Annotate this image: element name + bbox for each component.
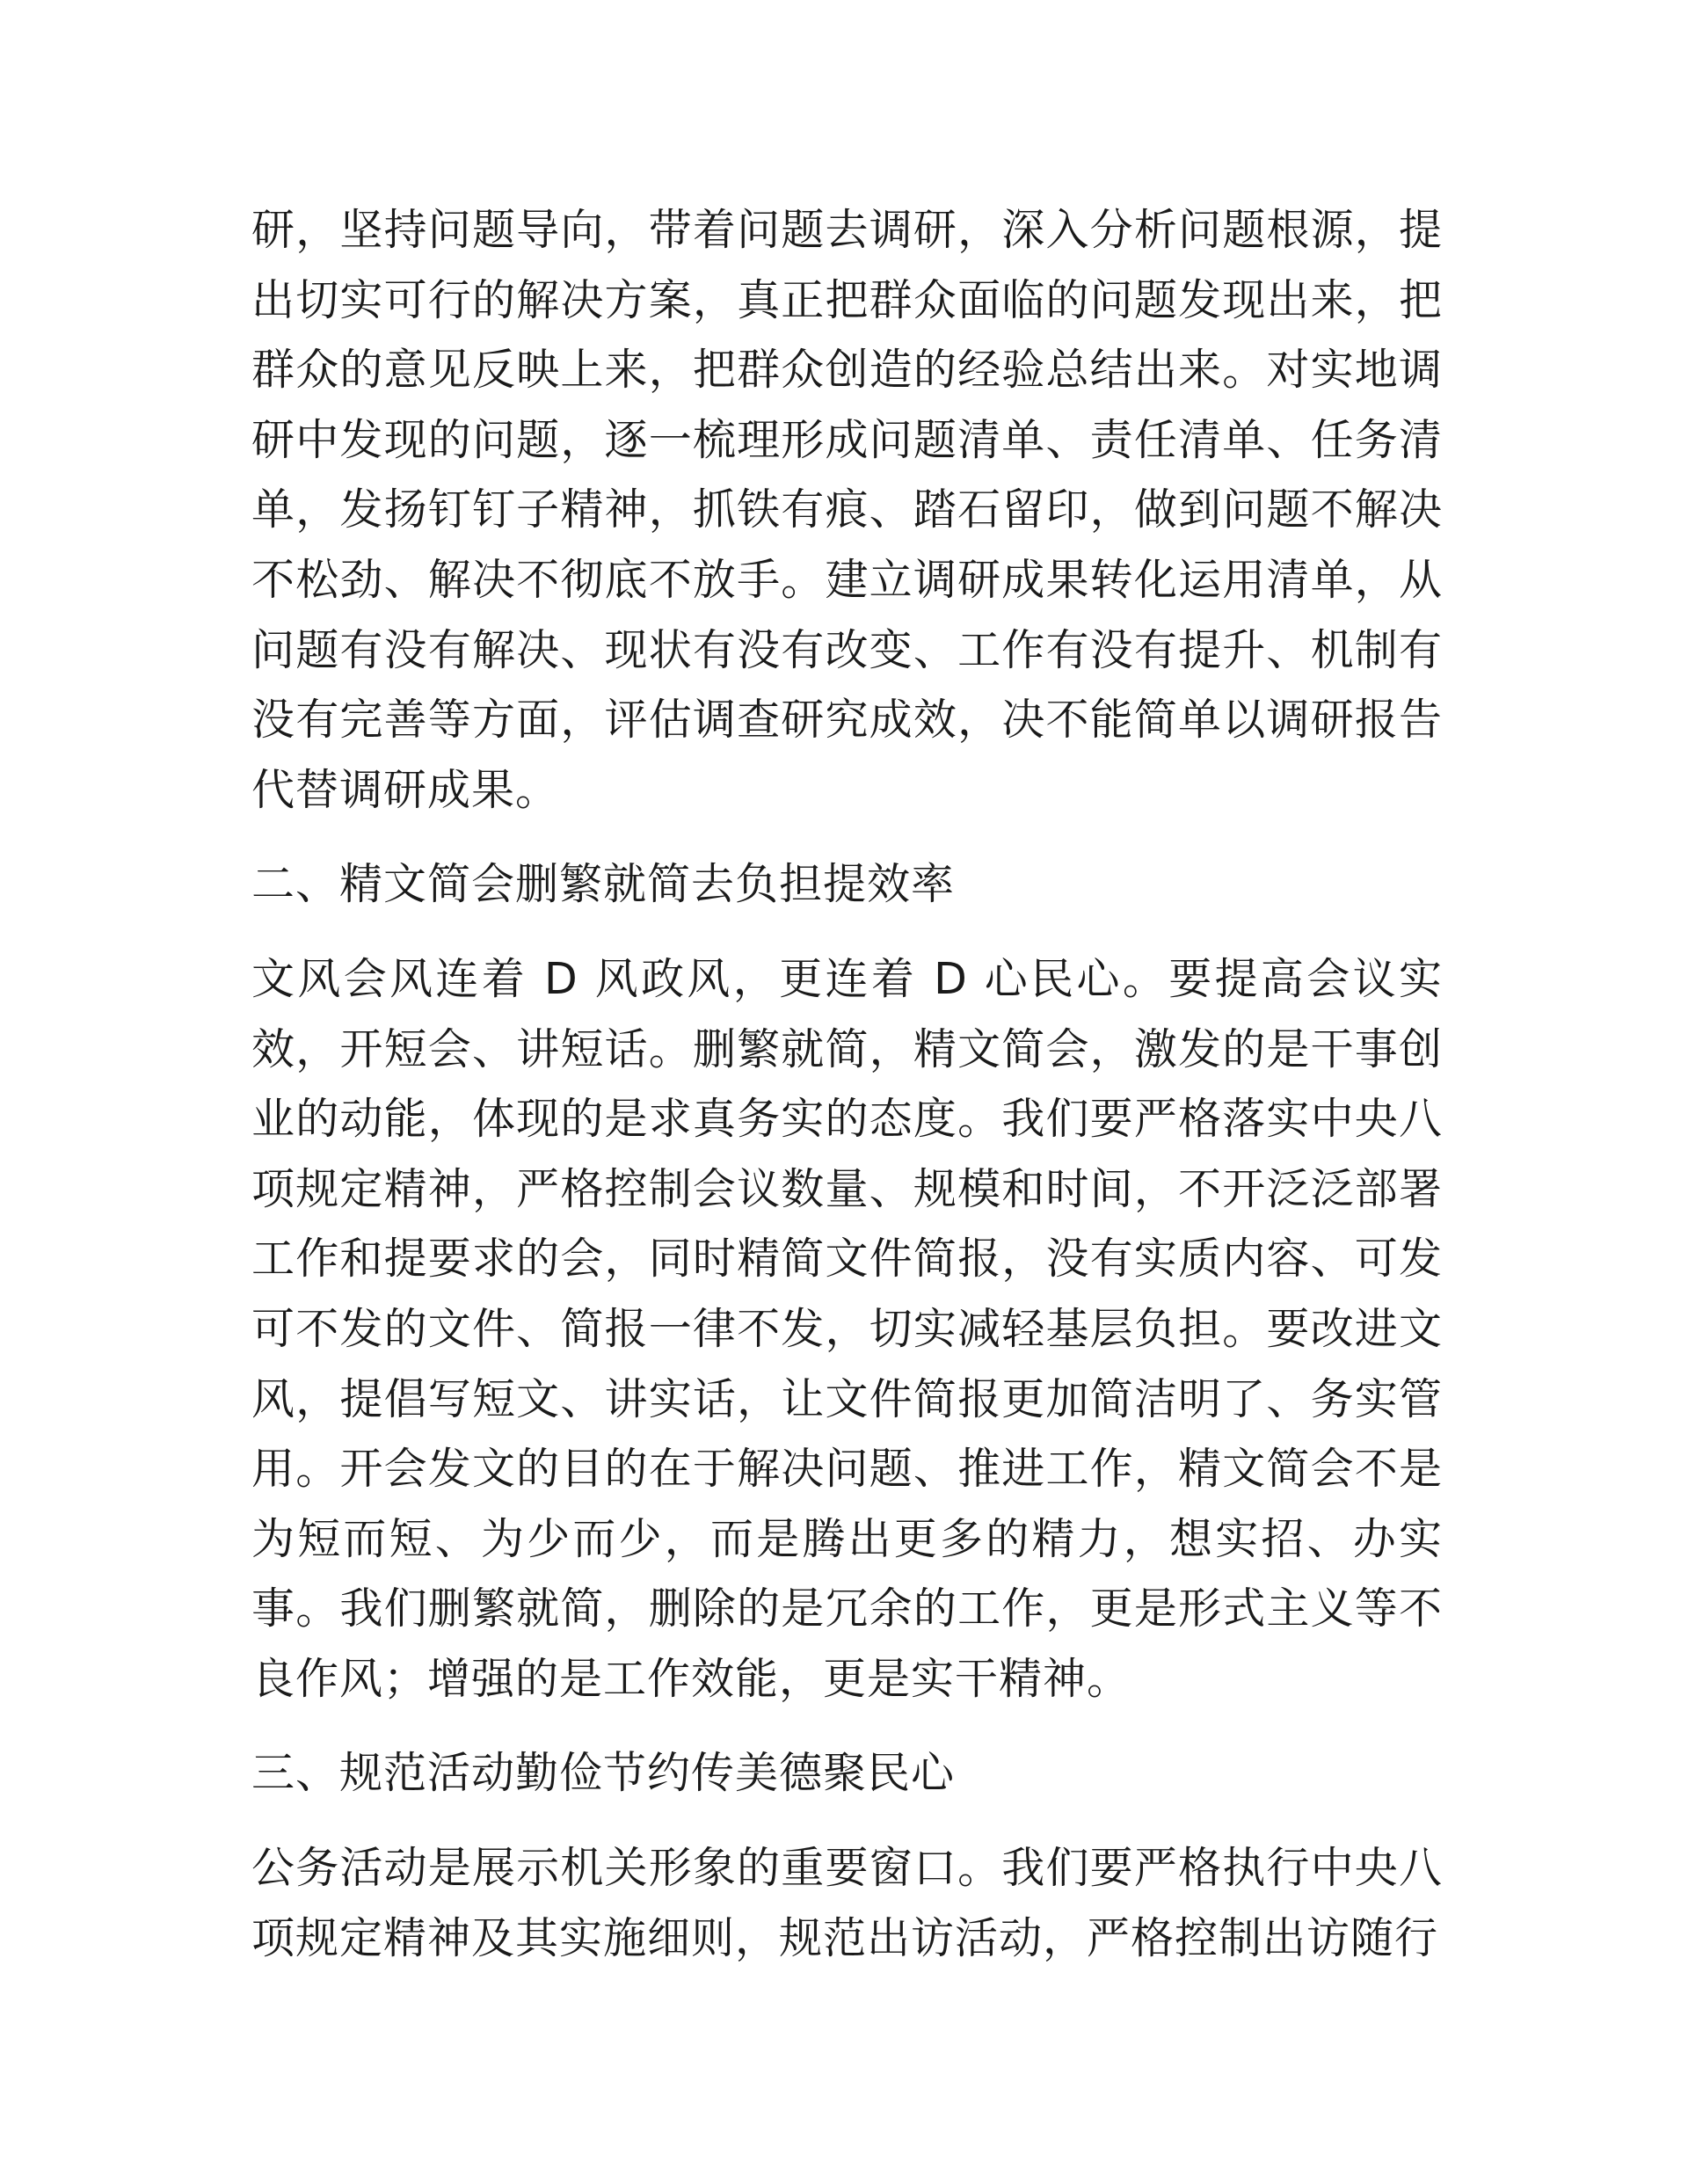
- section-heading-2: 二、精文简会删繁就简去负担提效率: [251, 859, 956, 910]
- body-paragraph-activities: 公务活动是展示机关形象的重要窗口。我们要严格执行中央八项规定精神及其实施细则，规范出访活动，严格控制出访随行: [251, 1843, 1443, 1963]
- body-paragraph-meetings: 文风会风连着 D 风政风，更连着 D 心民心。要提高会议实效，开短会、讲短话。删繁就简，精文简会，激发的是干事创业的动能，体现的是求真务实的态度。我们要严格落实中央八项规定精神，严格控制会议数量、规模和时间，不开泛泛部署工作和提要求的会，同时精简文件简报，没有实质内容、可发可不发的文件、简报一律不发，切实减轻基层负担。要改进文风，提倡写短文、讲实话，让文件简报更加简洁明了、务实管用。开会发文的目的在于解决问题、推进工作，精文简会不是为短而短、为少而少，而是腾出更多的精力，想实招、办实事。我们删繁就简，删除的是冗余的工作，更是形式主义等不良作风；增强的是工作效能，更是实干精神。: [251, 953, 1443, 1704]
- paragraph-spacer: [251, 920, 1443, 944]
- paragraph-spacer: [251, 825, 1443, 849]
- document-body: [251, 195, 1443, 1973]
- body-paragraph-research: 研，坚持问题导向，带着问题去调研，深入分析问题根源，提出切实可行的解决方案，真正把群众面临的问题发现出来，把群众的意见反映上来，把群众创造的经验总结出来。对实地调研中发现的问题，逐一梳理形成问题清单、责任清单、任务清单，发扬钉钉子精神，抓铁有痕、踏石留印，做到问题不解决不松劲、解决不彻底不放手。建立调研成果转化运用清单，从问题有没有解决、现状有没有改变、工作有没有提升、机制有没有完善等方面，评估调查研究成效，决不能简单以调研报告代替调研成果。: [251, 205, 1443, 815]
- paragraph-spacer: [251, 1809, 1443, 1833]
- section-heading-3: 三、规范活动勤俭节约传美德聚民心: [251, 1748, 956, 1799]
- paragraph-spacer: [251, 1714, 1443, 1738]
